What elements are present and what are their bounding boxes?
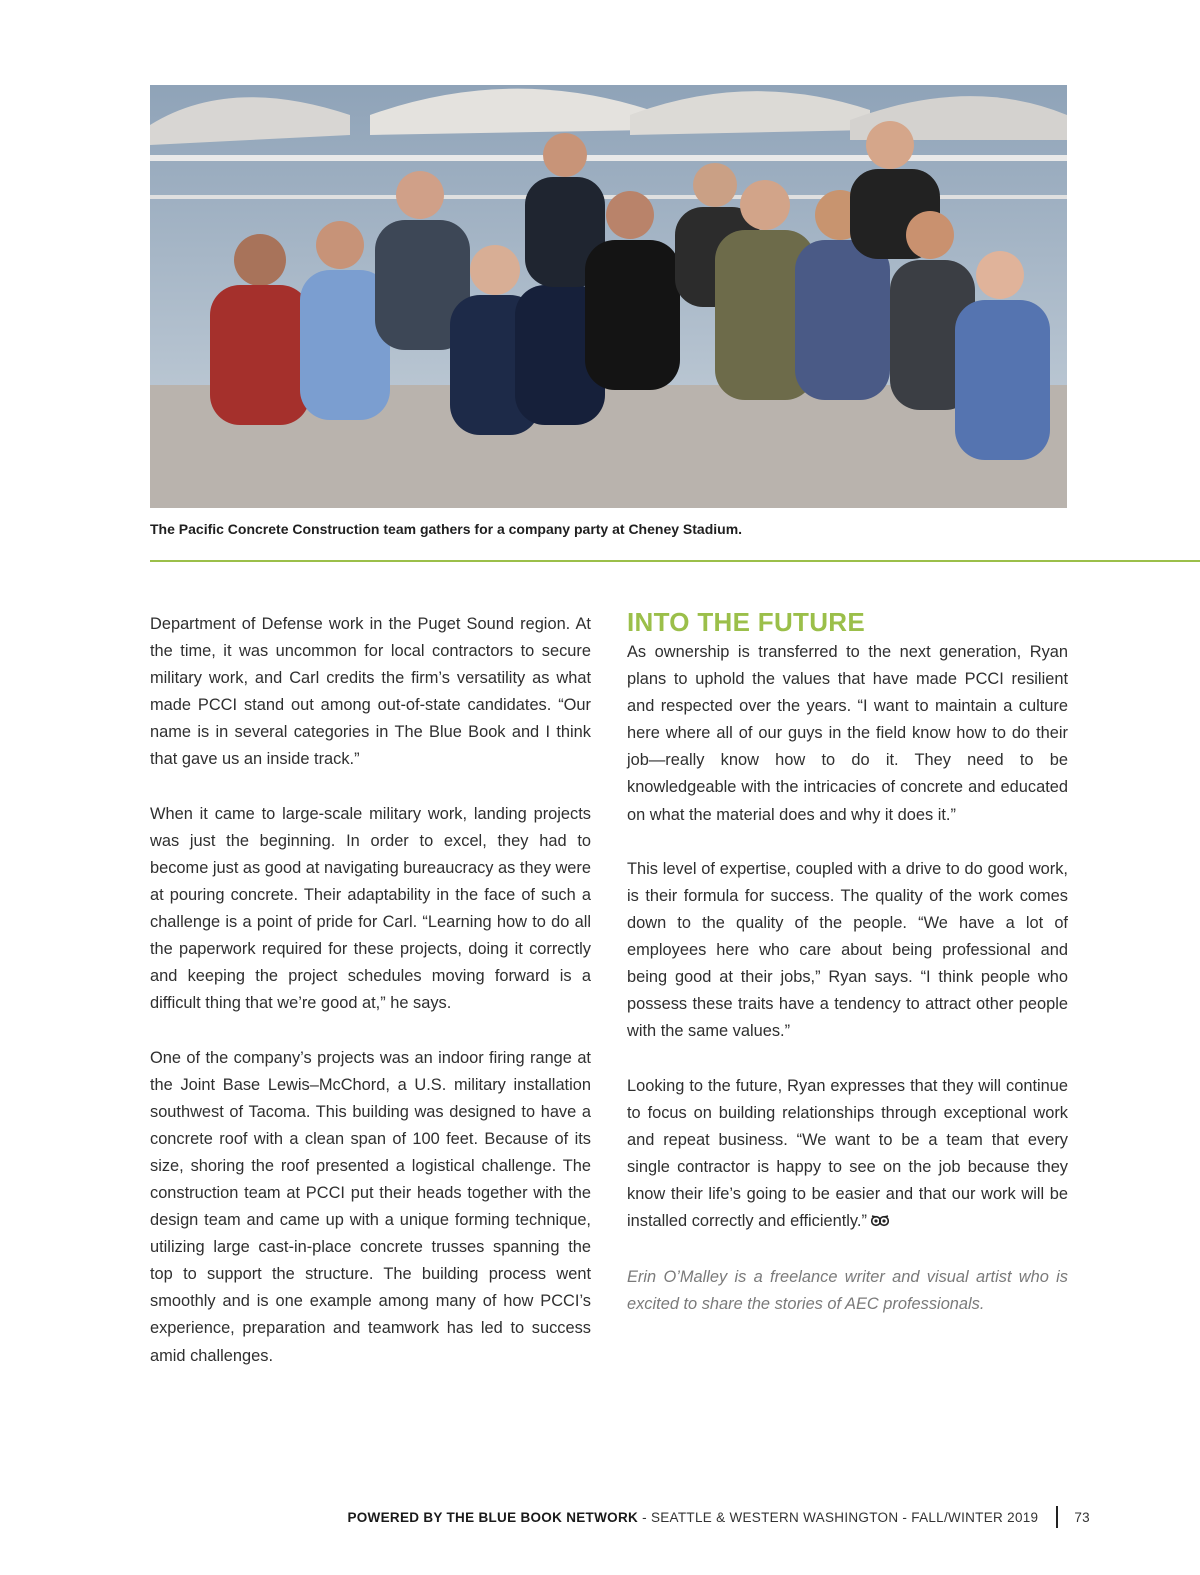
body-paragraph: As ownership is transferred to the next generation, Ryan plans to uphold the values that have made PCCI resilient and respected over the years. “I want to maintain a culture here where all of our guys in the field know how to do their job—really know how to do it. They need to be knowledgeable with the intricacies of concrete and educated on what the material does and why it does it.”	[627, 643, 1068, 824]
page-number: 73	[1074, 1510, 1090, 1525]
body-paragraph: Department of Defense work in the Puget Sound region. At the time, it was uncommon for local contractors to secure military work, and Carl credits the firm’s versatility as what made PCCI stand out among out-of-state candidates. “Our name is in several categories in The Blue Book and I think that gave us an inside track.”	[150, 615, 591, 769]
body-paragraph	[627, 1073, 1068, 1238]
owl-icon	[871, 1210, 889, 1237]
body-paragraph: When it came to large-scale military work, landing projects was just the beginning. In order to excel, they had to become just as good at navigating bureaucracy as they were at pouring concrete. Their adaptability in the face of such a challenge is a point of pride for Carl. “Learning how to do all the paperwork required for these projects, doing it correctly and keeping the project schedules moving forward is a difficult thing that we’re good at,” he says.	[150, 804, 591, 1013]
author-bio: Erin O’Malley is a freelance writer and visual artist who is excited to share the stories of AEC professionals.	[627, 1268, 1068, 1314]
right-column	[627, 607, 1068, 1345]
footer-separator	[1056, 1506, 1058, 1528]
body-paragraph: One of the company’s projects was an indoor firing range at the Joint Base Lewis–McChord, a U.S. military installation southwest of Tacoma. This building was designed to have a concrete roof with a clean span of 100 feet. Because of its size, shoring the roof presented a logistical challenge. The construction team at PCCI put their heads together with the design team and came up with a unique forming technique, utilizing large cast-in-place concrete trusses spanning the top to support the structure. The building process went smoothly and is one example among many of how PCCI’s experience, preparation and teamwork has led to success amid challenges.	[150, 1048, 591, 1365]
group-photo-icon	[150, 85, 1067, 508]
body-paragraph: This level of expertise, coupled with a drive to do good work, is their formula for success. The quality of the work comes down to the quality of the people. “We have a lot of employees here who care about being professional and being good at their jobs,” Ryan says. “I think people who possess these traits have a tendency to attract other people with the same values.”	[627, 859, 1068, 1041]
section-heading: INTO THE FUTURE	[627, 607, 866, 637]
closing-paragraph-text: Looking to the future, Ryan expresses that they will continue to focus on building relationships through exceptional work and repeat business. “We want to be a team that every single contractor is happy to see on the job because they know their life’s going to be easier and that our work will be installed correctly and efficiently.”	[627, 1076, 1068, 1230]
footer-edition: - SEATTLE & WESTERN WASHINGTON - FALL/WINTER 2019	[638, 1510, 1039, 1525]
section-divider	[150, 560, 1200, 562]
footer-brand: POWERED BY THE BLUE BOOK NETWORK	[347, 1510, 639, 1525]
team-photo	[150, 85, 1067, 508]
page-footer	[347, 1506, 1090, 1528]
photo-caption: The Pacific Concrete Construction team gathers for a company party at Cheney Stadium.	[150, 521, 743, 537]
left-column	[150, 611, 591, 1397]
